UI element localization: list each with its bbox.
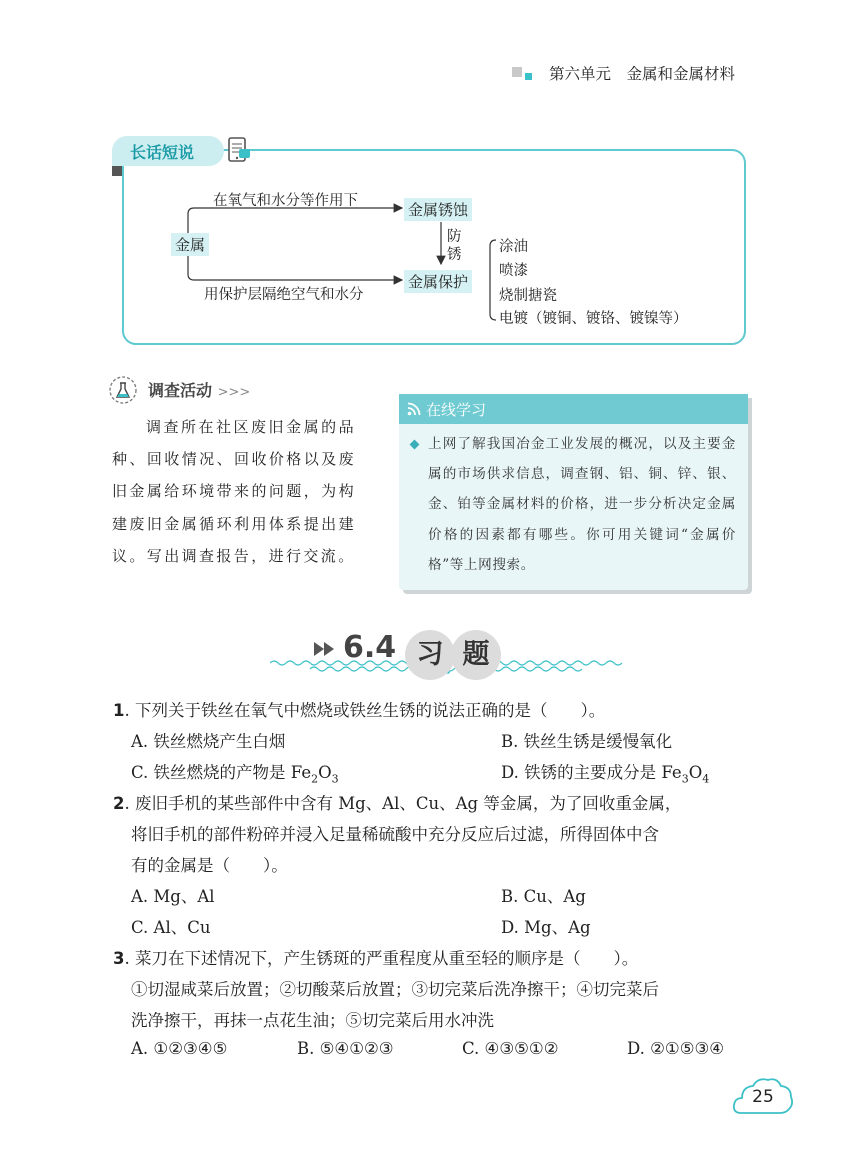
rss-icon [407, 402, 421, 416]
top-arrow-label: 在氧气和水分等作用下 [213, 193, 358, 209]
option-d: D. Mg、Ag [501, 918, 591, 937]
double-arrow-icon [314, 642, 338, 656]
header-square-teal [525, 73, 532, 80]
option-d: D. 铁锈的主要成分是 $Fe_3O_4$ [501, 763, 710, 786]
tablet-icon [226, 136, 252, 164]
question-3-stem-line: 洗净擦干，再抹一点花生油；⑤切完菜后用水冲洗 [131, 1011, 494, 1030]
question-2-stem: 2. 废旧手机的某些部件中含有 Mg、Al、Cu、Ag 等金属，为了回收重金属， [113, 794, 682, 813]
rust-prevention-label-2: 锈 [447, 247, 462, 263]
header-square-gray [512, 67, 522, 77]
online-title: 在线学习 [426, 401, 487, 419]
option-a: A. ①②③④⑤ [131, 1039, 228, 1058]
rust-prevention-label-1: 防 [447, 229, 462, 245]
question-3-stem-line: ①切湿咸菜后放置；②切酸菜后放置；③切完菜后洗净擦干；④切完菜后 [131, 980, 659, 999]
option-b: B. 铁丝生锈是缓慢氧化 [501, 732, 673, 751]
page-number: 25 [752, 1087, 774, 1107]
option-d: D. ②①⑤③④ [627, 1039, 725, 1058]
option-a: A. 铁丝燃烧产生白烟 [131, 732, 286, 751]
option-b: B. ⑤④①②③ [297, 1039, 394, 1058]
bottom-arrow-label: 用保护层隔绝空气和水分 [204, 287, 364, 303]
section-char-2: 题 [462, 639, 490, 670]
question-number: 1 [113, 701, 125, 720]
option-c: C. ④③⑤①② [462, 1039, 559, 1058]
option-c: C. Al、Cu [131, 918, 211, 937]
option-a: A. Mg、Al [131, 887, 215, 906]
summary-tab-fold [112, 166, 122, 176]
method-item: 喷漆 [499, 263, 528, 279]
question-1-stem: 1. 下列关于铁丝在氧气中燃烧或铁丝生锈的说法正确的是（ ）。 [113, 701, 606, 720]
metal-node: 金属 [171, 233, 209, 256]
method-item: 电镀（镀铜、镀铬、镀镍等） [499, 311, 688, 327]
corrosion-node: 金属锈蚀 [404, 198, 472, 221]
protection-node: 金属保护 [404, 270, 472, 293]
unit-title: 第六单元 金属和金属材料 [549, 65, 736, 83]
question-number: 2 [113, 794, 125, 813]
question-number: 3 [113, 949, 125, 968]
question-3-stem: 3. 菜刀在下述情况下，产生锈斑的严重程度从重至轻的顺序是（ ）。 [113, 949, 639, 968]
method-item: 涂油 [499, 239, 528, 255]
section-number: 6.4 [343, 630, 397, 665]
option-c: C. 铁丝燃烧的产物是 $Fe_2O_3$ [131, 763, 339, 786]
question-2-stem-line: 有的金属是（ ）。 [131, 856, 288, 875]
section-char-1: 习 [416, 639, 444, 670]
investigation-title [148, 378, 250, 401]
option-b: B. Cu、Ag [501, 887, 586, 906]
investigation-label: 调查活动 [148, 381, 213, 400]
flask-icon [108, 375, 138, 405]
method-item: 烧制搪瓷 [499, 288, 557, 304]
summary-label: 长话短说 [130, 143, 195, 162]
question-2-stem-line: 将旧手机的部件粉碎并浸入足量稀硫酸中充分反应后过滤，所得固体中含 [131, 825, 659, 844]
investigation-arrows: >>> [217, 385, 251, 400]
online-body: 上网了解我国冶金工业发展的概况，以及主要金属的市场供求信息，调查钢、铝、铜、锌、银、金、铂等金属材料的价格，进一步分析决定金属价格的因素都有哪些。你可用关键词“金属价格”等上网搜索。 [428, 436, 736, 573]
investigation-body: 调查所在社区废旧金属的品种、回收情况、回收价格以及废旧金属给环境带来的问题，为构建废旧金属循环利用体系提出建议。写出调查报告，进行交流。 [112, 418, 356, 565]
